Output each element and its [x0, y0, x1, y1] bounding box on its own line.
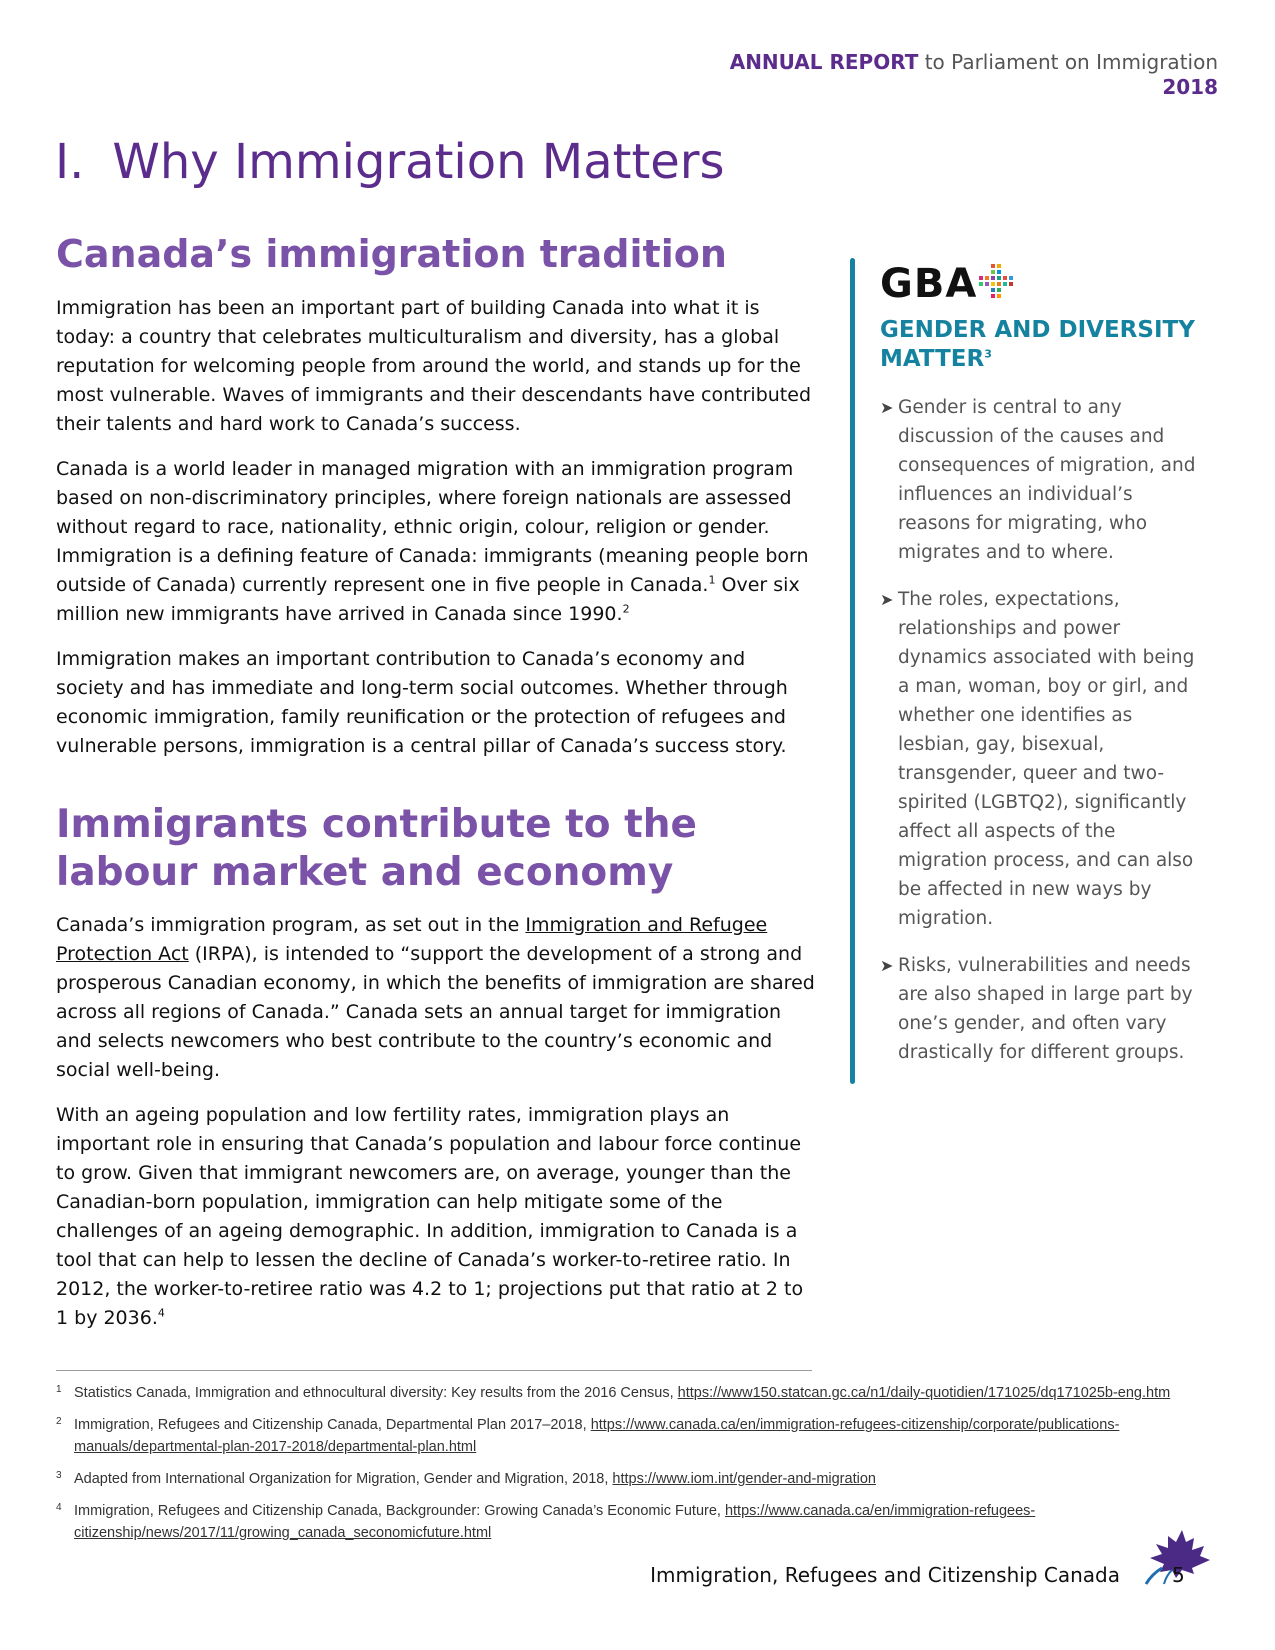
report-header	[730, 50, 1218, 100]
chapter-title-text: Why Immigration Matters	[112, 134, 725, 190]
sidebar-bullet-list	[880, 393, 1210, 1085]
footnotes	[56, 1382, 1196, 1554]
report-header-rest: to Parliament on Immigration	[918, 50, 1218, 74]
bullet-text: Gender is central to any discussion of the causes and consequences of migration, and influences an individual’s reasons for migrating, who migrates and to where.	[898, 397, 1196, 563]
paragraph-tradition-1: Immigration has been an important part of building Canada into what it is today: a country that celebrates multiculturalism and diversity, has a global reputation for welcoming people from around the world, and stands up for the most vulnerable. Waves of immigrants and their descendants have contributed their talents and hard work to Canada’s success.	[56, 297, 812, 435]
paragraph-tradition-2	[56, 455, 818, 629]
arrow-bullet-icon: ➤	[880, 398, 894, 417]
footnote-link[interactable]: https://www.iom.int/gender-and-migration	[612, 1471, 876, 1487]
sidebar-title-text: GENDER AND DIVERSITY MATTER	[880, 317, 1195, 372]
list-item	[880, 951, 1210, 1067]
chapter-number: I.	[55, 134, 85, 190]
paragraph-labour-1	[56, 911, 818, 1085]
list-item	[880, 393, 1210, 567]
footnote-ref: 3	[984, 347, 992, 361]
gba-logo-text: GBA	[880, 261, 978, 307]
footnote-link[interactable]: https://www.canada.ca/en/immigration-refugees-citizenship/corporate/publications-manuals/departmental-plan-2017-2018/departmental-plan.html	[74, 1417, 1120, 1455]
paragraph-text: Over six million new immigrants have arrived in Canada since 1990.	[56, 574, 800, 625]
section-heading-tradition: Canada’s immigration tradition	[56, 232, 727, 276]
arrow-bullet-icon: ➤	[880, 956, 894, 975]
footnote-ref: 1	[708, 573, 716, 587]
footnote-divider	[56, 1370, 812, 1371]
bullet-text: The roles, expectations, relationships and power dynamics associated with being a man, woman, boy or girl, and whether one identifies as lesbian, gay, bisexual, transgender, queer and two-spirited (LGBTQ2), significantly affect all aspects of the migration process, and can also be affected in new ways by migration.	[898, 589, 1195, 929]
gba-plus-icon	[979, 264, 1013, 298]
footnote-text: Adapted from International Organization for Migration, Gender and Migration, 2018,	[74, 1471, 613, 1487]
footnote	[56, 1414, 1196, 1458]
footnote	[56, 1500, 1196, 1544]
page-number: 5	[1172, 1563, 1185, 1587]
paragraph-text: Canada’s immigration program, as set out in the	[56, 914, 526, 936]
footnote-link[interactable]: https://www150.statcan.gc.ca/n1/daily-quotidien/171025/dq171025b-eng.htm	[677, 1385, 1171, 1401]
footer-department: Immigration, Refugees and Citizenship Canada	[650, 1563, 1120, 1587]
footnote	[56, 1382, 1196, 1404]
footnote-ref: 2	[622, 602, 630, 616]
footnote-ref: 4	[157, 1306, 165, 1320]
paragraph-text: (IRPA), is intended to “support the development of a strong and prosperous Canadian economy, in which the benefits of immigration are shared across all regions of Canada.” Canada sets an annual target for immigration and selects newcomers who best contribute to the country’s economic and social well-being.	[56, 943, 815, 1081]
footnote-number: 3	[56, 1470, 62, 1481]
paragraph-labour-2	[56, 1101, 818, 1333]
footnote-number: 1	[56, 1384, 62, 1395]
arrow-bullet-icon: ➤	[880, 590, 894, 609]
footnote	[56, 1468, 1196, 1490]
paragraph-tradition-3: Immigration makes an important contribution to Canada’s economy and society and has immediate and long-term social outcomes. Whether through economic immigration, family reunification or the protection of refugees and vulnerable persons, immigration is a central pillar of Canada’s success story.	[56, 648, 788, 757]
gba-logo	[880, 258, 1013, 310]
footnote-text: Immigration, Refugees and Citizenship Canada, Departmental Plan 2017–2018,	[74, 1417, 591, 1433]
footnote-link[interactable]: https://www.canada.ca/en/immigration-refugees-citizenship/news/2017/11/growing_canada_seconomicfuture.html	[74, 1503, 1036, 1541]
paragraph-text: With an ageing population and low fertility rates, immigration plays an important role in ensuring that Canada’s population and labour force continue to grow. Given that immigrant newcomers are, on average, younger than the Canadian-born population, immigration can help mitigate some of the challenges of an ageing demographic. In addition, immigration to Canada is a tool that can help to lessen the decline of Canada’s worker-to-retiree ratio. In 2012, the worker-to-retiree ratio was 4.2 to 1; projections put that ratio at 2 to 1 by 2036.	[56, 1104, 804, 1329]
footnote-number: 4	[56, 1502, 62, 1513]
main-column	[56, 230, 818, 1349]
report-header-bold: ANNUAL REPORT	[729, 50, 919, 74]
report-year: 2018	[1162, 75, 1218, 99]
chapter-title	[55, 132, 725, 192]
footnote-number: 2	[56, 1416, 62, 1427]
footnote-text: Immigration, Refugees and Citizenship Canada, Backgrounder: Growing Canada’s Economic Future,	[74, 1503, 725, 1519]
irpa-link[interactable]: Immigration and Refugee Protection Act	[56, 914, 768, 965]
list-item	[880, 585, 1210, 933]
section-heading-labour: Immigrants contribute to the labour market and economy	[56, 802, 697, 895]
sidebar-accent-bar	[850, 258, 855, 1084]
sidebar-title	[880, 316, 1200, 374]
paragraph-text: Canada is a world leader in managed migration with an immigration program based on non-discriminatory principles, where foreign nationals are assessed without regard to race, nationality, ethnic origin, colour, religion or gender. Immigration is a defining feature of Canada: immigrants (meaning people born outside of Canada) currently represent one in five people in Canada.	[56, 458, 809, 596]
footnote-text: Statistics Canada, Immigration and ethnocultural diversity: Key results from the 2016 Census,	[74, 1385, 678, 1401]
bullet-text: Risks, vulnerabilities and needs are also shaped in large part by one’s gender, and often vary drastically for different groups.	[898, 955, 1193, 1063]
